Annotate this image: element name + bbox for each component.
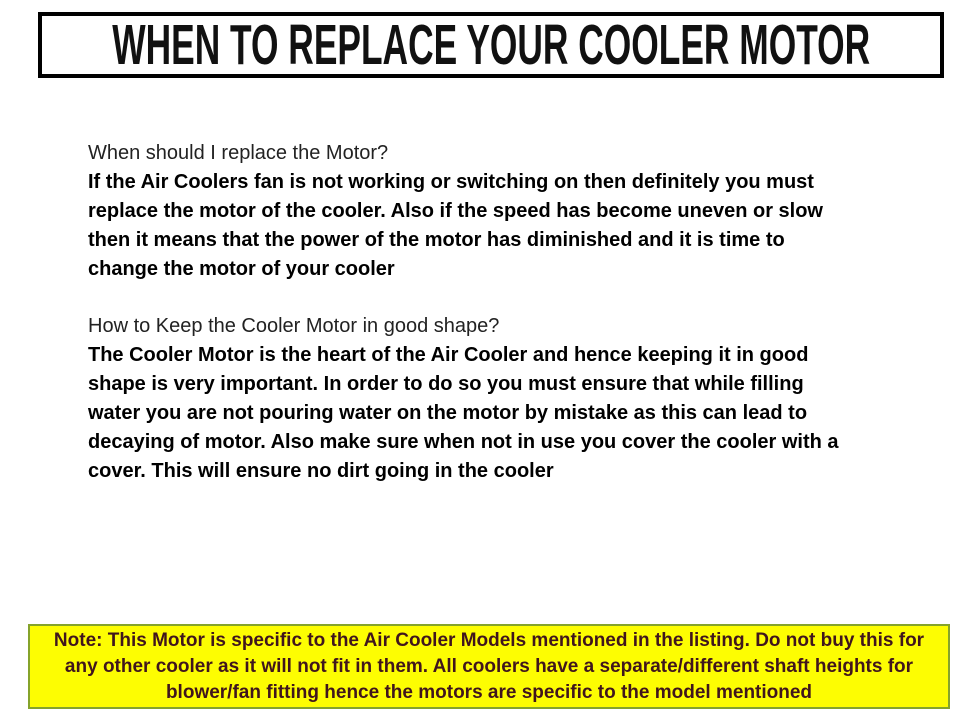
note-box [28,624,950,709]
qa-section-good-shape [88,312,840,486]
note-text: Note: This Motor is specific to the Air Cooler Models mentioned in the listing. Do not buy this for any other cooler as it will not fit in them. All coolers have a separate/different shaft heights for blower/fan fitting hence the motors are specific to the model mentioned [53,629,925,703]
page-title: WHEN TO REPLACE YOUR COOLER MOTOR [112,12,870,77]
qa-section-replace [88,139,840,284]
body-content [88,139,840,514]
question-good-shape: How to Keep the Cooler Motor in good shape? [88,315,500,337]
answer-when-to-replace: If the Air Coolers fan is not working or switching on then definitely you must replace the motor of the cooler. Also if the speed has become uneven or slow then it means that the power of the motor has diminished and it is time to change the motor of your cooler [88,171,823,280]
title-banner [38,12,944,78]
answer-good-shape: The Cooler Motor is the heart of the Air Cooler and hence keeping it in good shape is very important. In order to do so you must ensure that while filling water you are not pouring water on the motor by mistake as this can lead to decaying of motor. Also make sure when not in use you cover the cooler with a cover. This will ensure no dirt going in the cooler [88,344,839,482]
question-when-to-replace: When should I replace the Motor? [88,142,389,164]
